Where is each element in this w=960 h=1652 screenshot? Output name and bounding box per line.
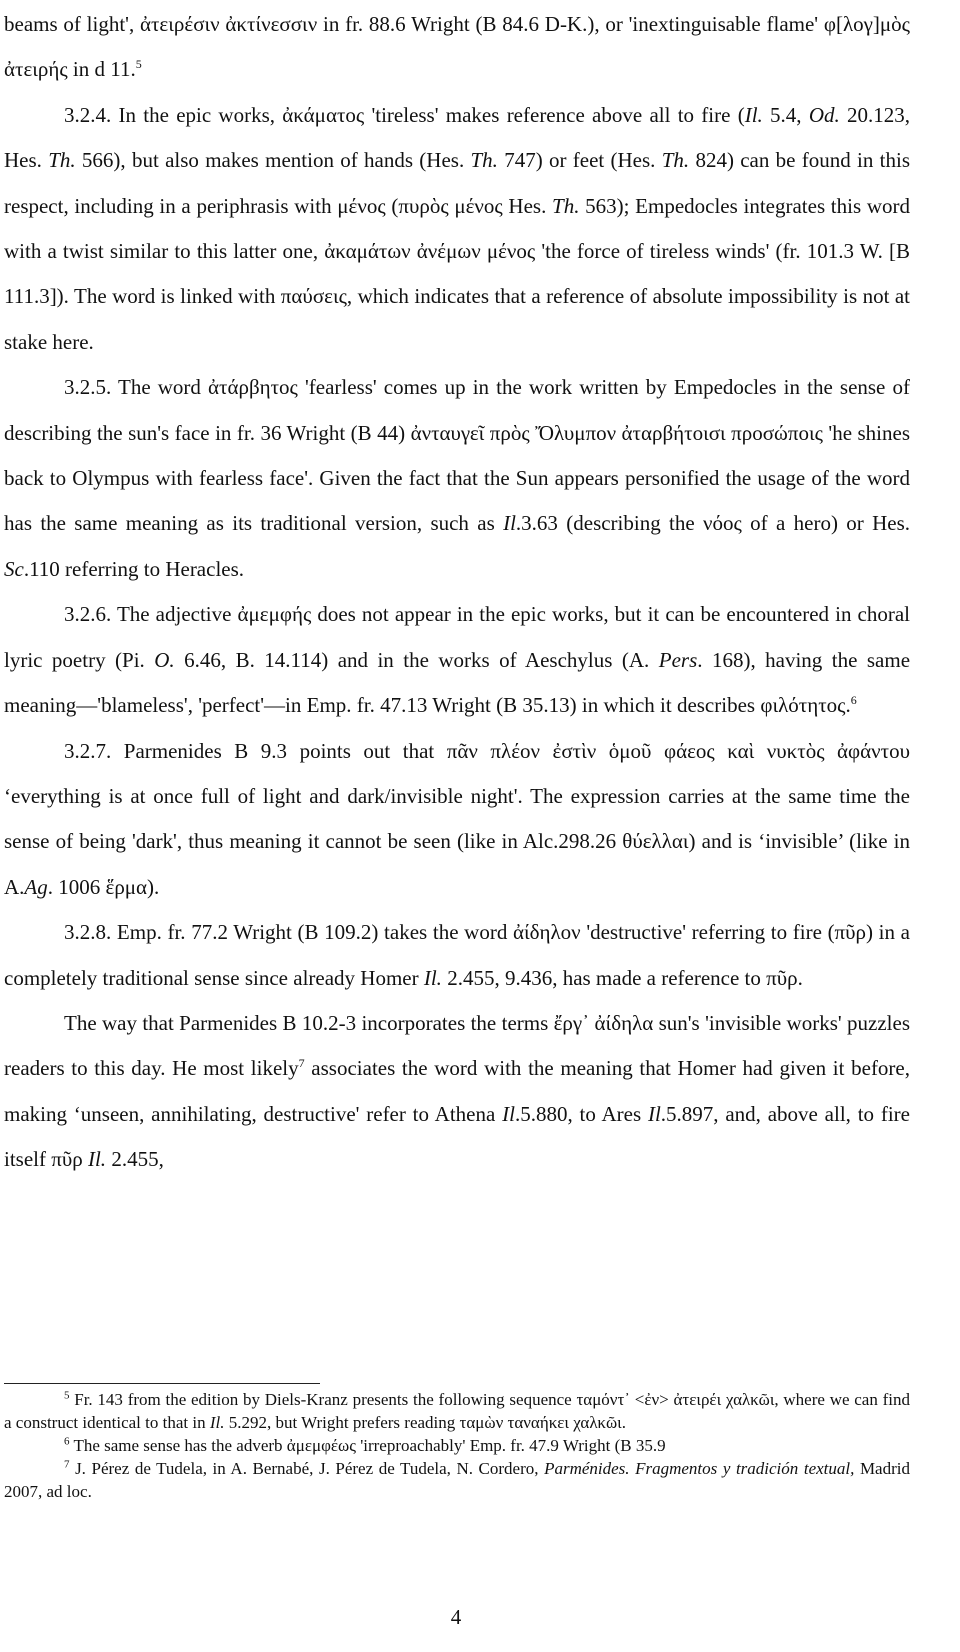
paragraph-3-2-6: 3.2.6. The adjective ἀμεμφής does not appear in the epic works, but it can be encountered in choral lyric poetry (Pi. O. 6.46, B. 14.114) and in the works of Aeschylus (A. Pers. 168), having the same meaning—'blameless', 'perfect'—in Emp. fr. 47.13 Wright (B 35.13) in which it describes φιλότητος.$^6$ bbox=[4, 602, 911, 718]
paragraph-3-2-8: 3.2.8. Emp. fr. 77.2 Wright (B 109.2) takes the word ἀίδηλον 'destructive' referring to fire (πῦρ) in a completely traditional sense since already Homer Il. 2.455, 9.436, has made a reference to πῦρ. bbox=[4, 920, 910, 990]
footnote-6: $^6$ The same sense has the adverb ἀμεμφέως 'irreproachably' Emp. fr. 47.9 Wright (B 35.9 bbox=[64, 1435, 666, 1455]
footnote-separator bbox=[4, 1383, 320, 1384]
paragraph-3-2-7: 3.2.7. Parmenides B 9.3 points out that πᾶν πλέον ἐστὶν ὁμοῦ φάεος καὶ νυκτὸς ἀφάντου ‘everything is at once full of light and dark/invisible night'. The expression carries at the same time the sense of being 'dark', thus meaning it cannot be seen (like in Alc.298.26 θύελλαι) and is ‘invisible’ (like in A.Ag. 1006 ἕρμα). bbox=[4, 738, 910, 899]
paragraph-3-2-5: 3.2.5. The word ἀτάρβητος 'fearless' comes up in the work written by Empedocles in the sense of describing the sun's face in fr. 36 Wright (B 44) ἀνταυγεῖ πρὸς Ὄλυμπον ἀταρβήτοισι προσώποις 'he shines back to Olympus with fearless face'. Given the fact that the Sun appears personified the usage of the word has the same meaning as its traditional version, such as Il.3.63 (describing the νόος of a hero) or Hes. Sc.110 referring to Heracles. bbox=[4, 375, 910, 581]
footnote-ref-5[interactable]: 5 bbox=[135, 57, 142, 72]
footnote-ref-6[interactable]: 6 bbox=[850, 693, 857, 708]
footnote-7: $^7$ J. Pérez de Tudela, in A. Bernabé, J. Pérez de Tudela, N. Cordero, Parménides. Fragmentos y tradición textual, Madrid 2007, ad loc. bbox=[4, 1458, 910, 1501]
footnote-ref-7[interactable]: 7 bbox=[298, 1056, 305, 1071]
paragraph-continuation: beams of light', ἀτειρέσιν ἀκτίνεσσιν in fr. 88.6 Wright (B 84.6 D-K.), or 'inextinguisable flame' φ[λογ]μὸς ἀτειρής in d 11.$^5$ bbox=[4, 12, 910, 82]
footnote-5: $^5$ Fr. 143 from the edition by Diels-Kranz presents the following sequence ταμόντ᾽ <ἐν> ἀτειρέι χαλκῶι, where we can find a construct identical to that in Il. 5.292, but Wright prefers reading ταμὼν ταναήκει χαλκῶι. bbox=[4, 1389, 910, 1432]
page-number: 4 bbox=[450, 1605, 462, 1629]
body-text bbox=[4, 2, 910, 1183]
paragraph-3-2-4: 3.2.4. In the epic works, ἀκάματος 'tireless' makes reference above all to fire (Il. 5.4, Od. 20.123, Hes. Th. 566), but also makes mention of hands (Hes. Th. 747) or feet (Hes. Th. 824) can be found in this respect, including in a periphrasis with μένος (πυρὸς μένος Hes. Th. 563); Empedocles integrates this word with a twist similar to this latter one, ἀκαμάτων ἀνέμων μένος 'the force of tireless winds' (fr. 101.3 W. [B 111.3]). The word is linked with παύσεις, which indicates that a reference of absolute impossibility is not at stake here. bbox=[4, 102, 910, 354]
paragraph-parmenides-10: The way that Parmenides B 10.2-3 incorporates the terms ἔργ᾽ ἀίδηλα sun's 'invisible works' puzzles readers to this day. He most likely$^7$ associates the word with the meaning that Homer had given it before, making ‘unseen, annihilating, destructive' refer to Athena Il.5.880, to Ares Il.5.897, and, above all, to fire itself πῦρ Il. 2.455, bbox=[4, 1010, 910, 1172]
footnotes bbox=[4, 1388, 910, 1503]
